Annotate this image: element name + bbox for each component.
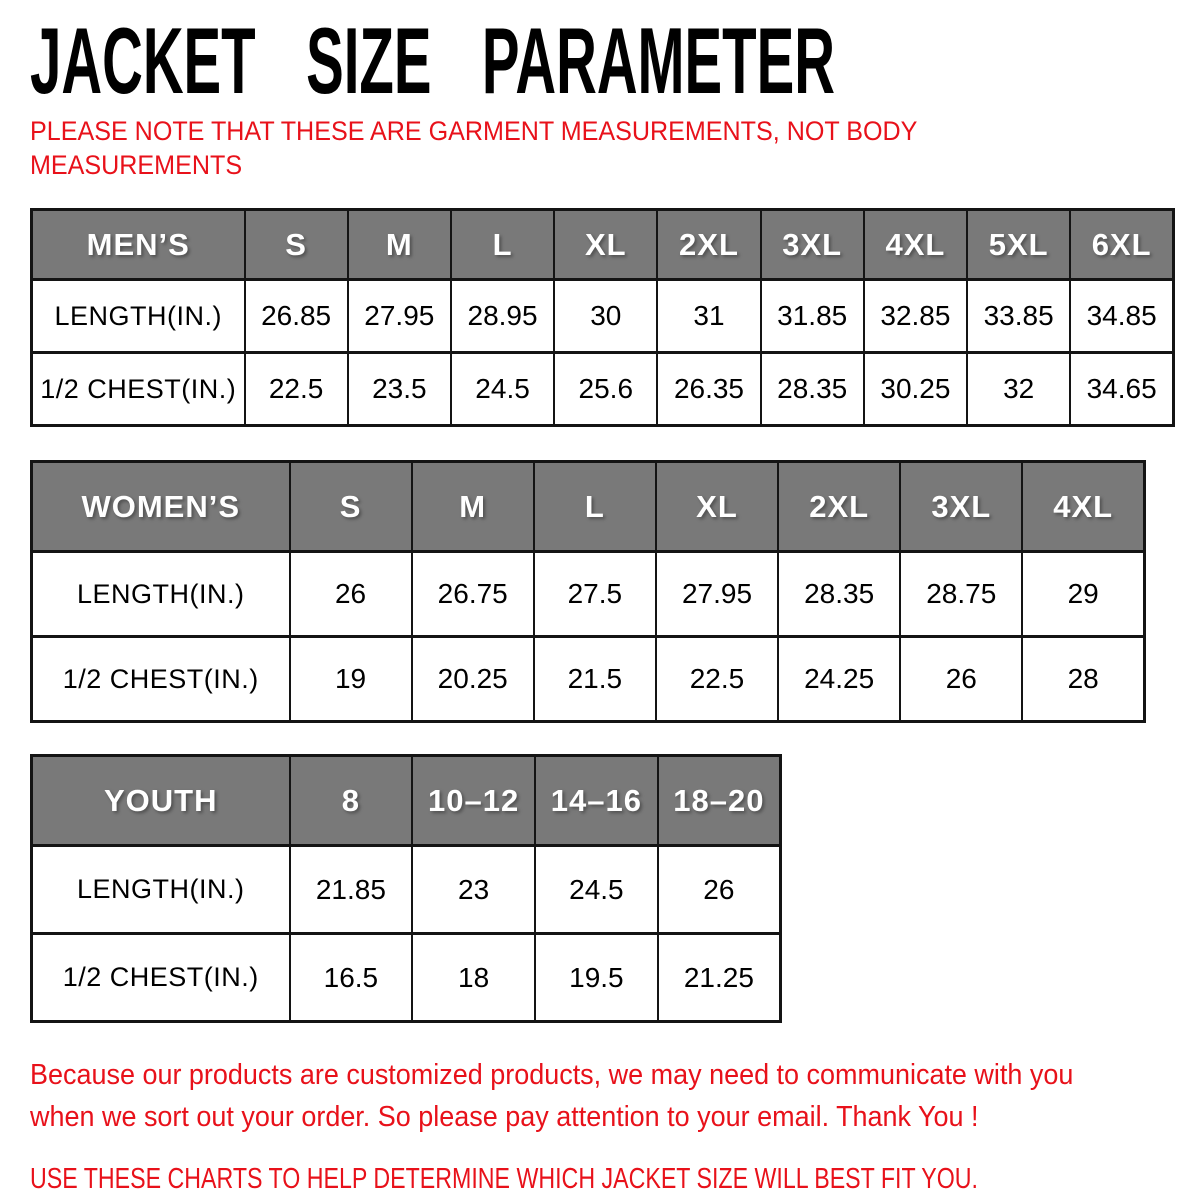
size-column-header: 3XL: [761, 210, 864, 280]
value-cell: 28.75: [900, 552, 1022, 637]
value-cell: 25.6: [554, 353, 657, 426]
value-cell: 33.85: [967, 280, 1070, 353]
table-row: [32, 353, 1174, 426]
row-label-cell: 1/2 CHEST(IN.): [32, 637, 290, 722]
mens-table-title: MEN’S: [32, 210, 245, 280]
size-column-header: 3XL: [900, 462, 1022, 552]
value-cell: 28.35: [778, 552, 900, 637]
value-cell: 30.25: [864, 353, 967, 426]
value-cell: 27.95: [656, 552, 778, 637]
value-cell: 22.5: [656, 637, 778, 722]
value-cell: 31: [657, 280, 760, 353]
size-column-header: 14–16: [535, 756, 658, 846]
value-cell: 22.5: [245, 353, 348, 426]
value-cell: 27.5: [534, 552, 656, 637]
size-column-header: 4XL: [864, 210, 967, 280]
value-cell: 19.5: [535, 934, 658, 1022]
value-cell: 28.35: [761, 353, 864, 426]
value-cell: 21.25: [658, 934, 781, 1022]
table-row: [32, 637, 1145, 722]
size-column-header: 6XL: [1070, 210, 1173, 280]
value-cell: 32: [967, 353, 1070, 426]
size-table-mens: [30, 208, 1175, 427]
size-column-header: 4XL: [1022, 462, 1144, 552]
value-cell: 24.5: [535, 846, 658, 934]
value-cell: 19: [290, 637, 412, 722]
size-table-youth: [30, 754, 782, 1023]
value-cell: 32.85: [864, 280, 967, 353]
size-column-header: L: [534, 462, 656, 552]
value-cell: 31.85: [761, 280, 864, 353]
table-row: [32, 552, 1145, 637]
note-line-2: MEASUREMENTS: [30, 150, 243, 180]
value-cell: 24.5: [451, 353, 554, 426]
footer: [30, 1054, 1200, 1198]
value-cell: 28.95: [451, 280, 554, 353]
size-column-header: 2XL: [778, 462, 900, 552]
size-column-header: L: [451, 210, 554, 280]
custom-order-note: [30, 1054, 1200, 1138]
value-cell: 26.75: [412, 552, 534, 637]
value-cell: 34.65: [1070, 353, 1173, 426]
value-cell: 18: [412, 934, 535, 1022]
value-cell: 26: [900, 637, 1022, 722]
garment-measurement-note: [30, 114, 1200, 182]
value-cell: 26.85: [245, 280, 348, 353]
value-cell: 26: [658, 846, 781, 934]
value-cell: 16.5: [290, 934, 413, 1022]
value-cell: 34.85: [1070, 280, 1173, 353]
size-column-header: M: [412, 462, 534, 552]
row-label-cell: LENGTH(IN.): [32, 846, 290, 934]
value-cell: 24.25: [778, 637, 900, 722]
size-column-header: S: [290, 462, 412, 552]
size-column-header: 8: [290, 756, 413, 846]
size-column-header: S: [245, 210, 348, 280]
row-label-cell: 1/2 CHEST(IN.): [32, 353, 245, 426]
table-row: [32, 846, 781, 934]
size-column-header: M: [348, 210, 451, 280]
table-row: [32, 280, 1174, 353]
page-title: JACKET SIZE PARAMETER: [30, 8, 835, 113]
table-row: [32, 934, 781, 1022]
size-table-womens: [30, 460, 1146, 723]
note-line-1: PLEASE NOTE THAT THESE ARE GARMENT MEASUREMENTS, NOT BODY: [30, 116, 918, 146]
value-cell: 21.85: [290, 846, 413, 934]
size-column-header: 2XL: [657, 210, 760, 280]
value-cell: 28: [1022, 637, 1144, 722]
size-column-header: XL: [656, 462, 778, 552]
size-column-header: 10–12: [412, 756, 535, 846]
value-cell: 21.5: [534, 637, 656, 722]
value-cell: 27.95: [348, 280, 451, 353]
youth-table-title: YOUTH: [32, 756, 290, 846]
row-label-cell: 1/2 CHEST(IN.): [32, 934, 290, 1022]
custom-order-note-line-2: when we sort out your order. So please pay attention to your email. Thank You !: [30, 1101, 979, 1133]
size-column-header: 5XL: [967, 210, 1070, 280]
row-label-cell: LENGTH(IN.): [32, 280, 245, 353]
value-cell: 20.25: [412, 637, 534, 722]
size-column-header: XL: [554, 210, 657, 280]
value-cell: 29: [1022, 552, 1144, 637]
womens-table-title: WOMEN’S: [32, 462, 290, 552]
value-cell: 30: [554, 280, 657, 353]
value-cell: 23.5: [348, 353, 451, 426]
custom-order-note-line-1: Because our products are customized products, we may need to communicate with you: [30, 1059, 1074, 1091]
size-column-header: 18–20: [658, 756, 781, 846]
value-cell: 23: [412, 846, 535, 934]
value-cell: 26.35: [657, 353, 760, 426]
chart-usage-note: USE THESE CHARTS TO HELP DETERMINE WHICH JACKET SIZE WILL BEST FIT YOU.: [30, 1163, 978, 1195]
row-label-cell: LENGTH(IN.): [32, 552, 290, 637]
value-cell: 26: [290, 552, 412, 637]
size-tables: [30, 208, 1200, 1023]
